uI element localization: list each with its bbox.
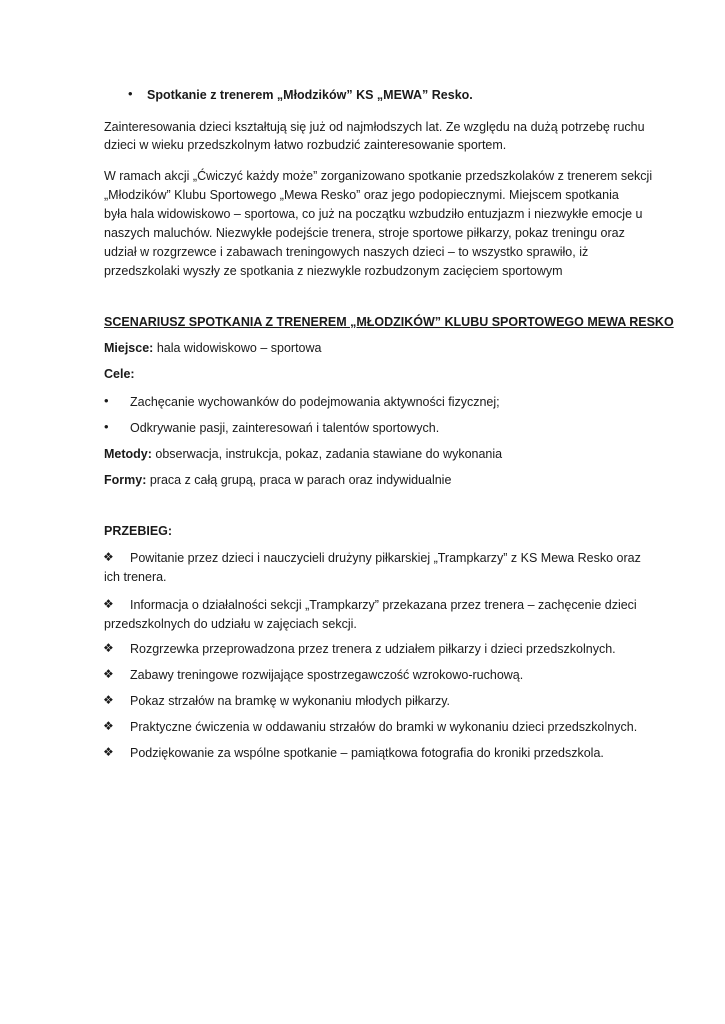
place-value: hala widowiskowo – sportowa [153, 341, 322, 355]
methods-row [104, 446, 502, 462]
course-item: Pokaz strzałów na bramkę w wykonaniu młodych piłkarzy. [130, 694, 451, 708]
description-line-6: przedszkolaki wyszły ze spotkania z niezwykle rozbudzonym zacięciem sportowym [104, 264, 563, 278]
forms-value: praca z całą grupą, praca w parach oraz indywidualnie [146, 473, 452, 487]
course-item-continuation: ich trenera. [104, 570, 167, 584]
description-line-2: „Młodzików” Klubu Sportowego „Mewa Resko” oraz jego podopiecznymi. Miejscem spotkania [104, 188, 619, 202]
bullet-dot-icon: • [128, 86, 133, 101]
intro-line-2: dzieci w wieku przedszkolnym łatwo rozbudzić zainteresowanie sportem. [104, 138, 507, 152]
goal-item: Odkrywanie pasji, zainteresowań i talentów sportowych. [130, 421, 440, 435]
bullet-dot-icon: • [104, 393, 109, 408]
diamond-bullet-icon: ❖ [103, 745, 114, 759]
diamond-bullet-icon: ❖ [103, 641, 114, 655]
scenario-title: SCENARIUSZ SPOTKANIA Z TRENEREM „MŁODZIKÓW” KLUBU SPORTOWEGO MEWA RESKO [104, 315, 674, 329]
forms-row [104, 472, 451, 488]
place-label: Miejsce: [104, 341, 154, 355]
methods-label: Metody: [104, 447, 152, 461]
course-item: Powitanie przez dzieci i nauczycieli drużyny piłkarskiej „Trampkarzy” z KS Mewa Resko oraz [130, 551, 641, 565]
methods-value: obserwacja, instrukcja, pokaz, zadania stawiane do wykonania [151, 447, 503, 461]
course-item: Rozgrzewka przeprowadzona przez trenera z udziałem piłkarzy i dzieci przedszkolnych. [130, 642, 616, 656]
course-item: Podziękowanie za wspólne spotkanie – pamiątkowa fotografia do kroniki przedszkola. [130, 746, 604, 760]
course-label: PRZEBIEG: [104, 524, 173, 538]
description-line-5: udział w rozgrzewce i zabawach treningowych naszych dzieci – to wszystko sprawiło, iż [104, 245, 589, 259]
course-item: Informacja o działalności sekcji „Trampkarzy” przekazana przez trenera – zachęcenie dzieci [130, 598, 637, 612]
diamond-bullet-icon: ❖ [103, 693, 114, 707]
diamond-bullet-icon: ❖ [103, 667, 114, 681]
course-item: Praktyczne ćwiczenia w oddawaniu strzałów do bramki w wykonaniu dzieci przedszkolnych. [130, 720, 638, 734]
course-item: Zabawy treningowe rozwijające spostrzegawczość wzrokowo-ruchową. [130, 668, 524, 682]
place-row [104, 340, 321, 356]
diamond-bullet-icon: ❖ [103, 597, 114, 611]
description-line-3: była hala widowiskowo – sportowa, co już na początku wzbudziło entuzjazm i niezwykłe emocje u [104, 207, 643, 221]
goal-item: Zachęcanie wychowanków do podejmowania aktywności fizycznej; [130, 395, 500, 409]
intro-line-1: Zainteresowania dzieci kształtują się już od najmłodszych lat. Ze względu na dużą potrzebę ruchu [104, 120, 645, 134]
diamond-bullet-icon: ❖ [103, 719, 114, 733]
description-line-1: W ramach akcji „Ćwiczyć każdy może” zorganizowano spotkanie przedszkolaków z trenerem sekcji [104, 169, 653, 183]
section-heading: Spotkanie z trenerem „Młodzików” KS „MEWA” Resko. [147, 88, 473, 102]
forms-label: Formy: [104, 473, 147, 487]
bullet-dot-icon: • [104, 419, 109, 434]
description-line-4: naszych maluchów. Niezwykłe podejście trenera, stroje sportowe piłkarzy, pokaz treningu oraz [104, 226, 625, 240]
goals-label: Cele: [104, 367, 135, 381]
course-item-continuation: przedszkolnych do udziału w zajęciach sekcji. [104, 617, 357, 631]
diamond-bullet-icon: ❖ [103, 550, 114, 564]
